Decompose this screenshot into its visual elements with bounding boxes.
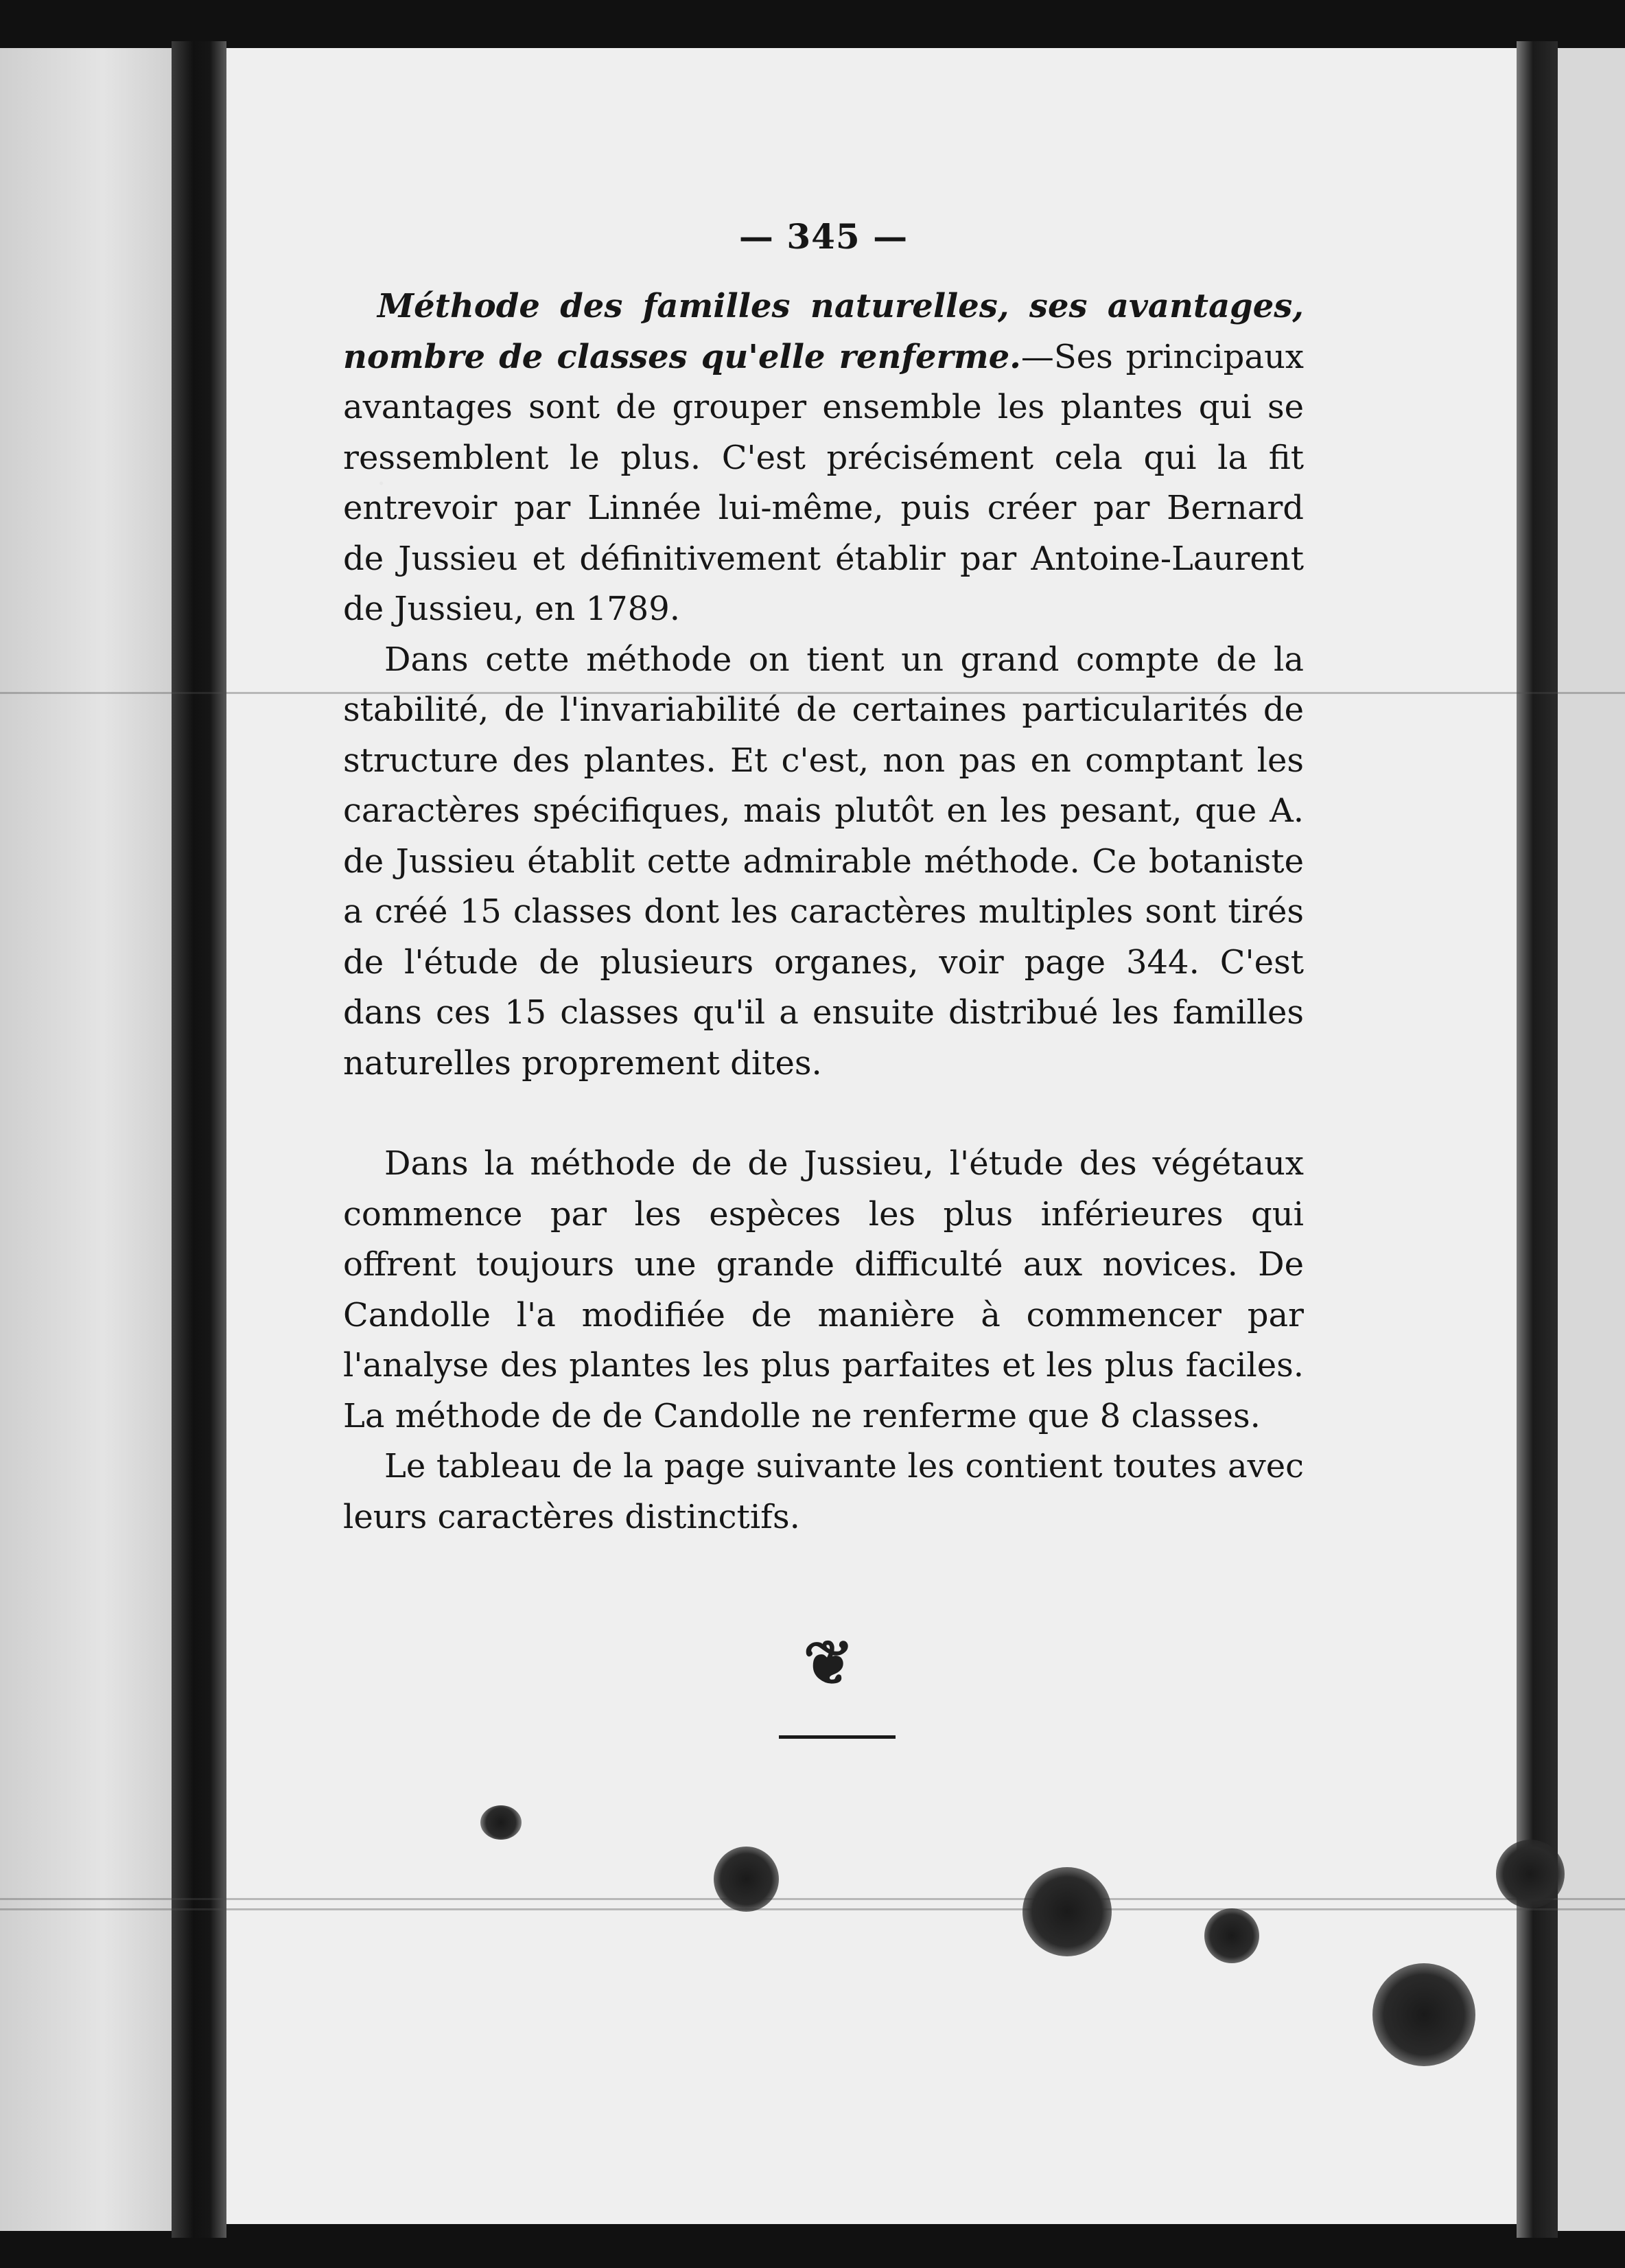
paragraph <box>343 635 1304 1089</box>
paragraph <box>343 1442 1304 1542</box>
ornament-icon: ❦ <box>803 1627 854 1698</box>
next-page-edge <box>1558 48 1625 2231</box>
ink-stain <box>480 1805 522 1840</box>
ink-stain <box>1204 1908 1259 1963</box>
body-text <box>343 206 1304 1542</box>
ink-stain <box>714 1847 779 1912</box>
paragraph-text: Le tableau de la page suivante les contient toutes avec leurs caractères distinctifs. <box>343 1447 1304 1536</box>
paragraph-text: —Ses principaux avantages sont de grouper ensemble les plantes qui se ressemblent le plus. C'est précisément cela qui la fit entrevoir par Linnée lui-même, puis créer par Bernard de Jussieu et définitivement établir par Antoine-Laurent de Jussieu, en 1789. <box>343 337 1305 628</box>
page-number: — 345 — <box>738 216 909 257</box>
scan-artifact-line <box>0 1908 1625 1910</box>
ink-stain <box>1022 1867 1112 1956</box>
scan-artifact-line <box>0 1898 1625 1900</box>
closing-rule <box>779 1735 896 1739</box>
paragraph-text: Dans la méthode de de Jussieu, l'étude des végétaux commence par les espèces les plus inférieures qui offrent toujours une grande difficulté aux novices. De Candolle l'a modifiée de manière à commencer par l'analyse des plantes les plus parfaites et les plus faciles. La méthode de de Candolle ne renferme que 8 classes. <box>343 1144 1304 1435</box>
paragraph <box>343 281 1304 635</box>
ink-stain <box>1372 1963 1475 2066</box>
paragraph-text: Dans cette méthode on tient un grand compte de la stabilité, de l'invariabilité de certaines particularités de structure des plantes. Et c'est, non pas en comptant les caractères spécifiques, mais plutôt en les pesant, que A. de Jussieu établit cette admirable méthode. Ce botaniste a créé 15 classes dont les caractères multiples sont tirés de l'étude de plusieurs organes, voir page 344. C'est dans ces 15 classes qu'il a ensuite distribué les familles naturelles proprement dites. <box>343 640 1304 1083</box>
ink-stain <box>1496 1840 1565 1908</box>
paragraph <box>343 1139 1304 1442</box>
paragraph-heading: Méthode des familles naturelles, ses avantages, nombre de classes qu'elle renferme. <box>343 287 1304 376</box>
previous-page-edge <box>0 48 172 2231</box>
